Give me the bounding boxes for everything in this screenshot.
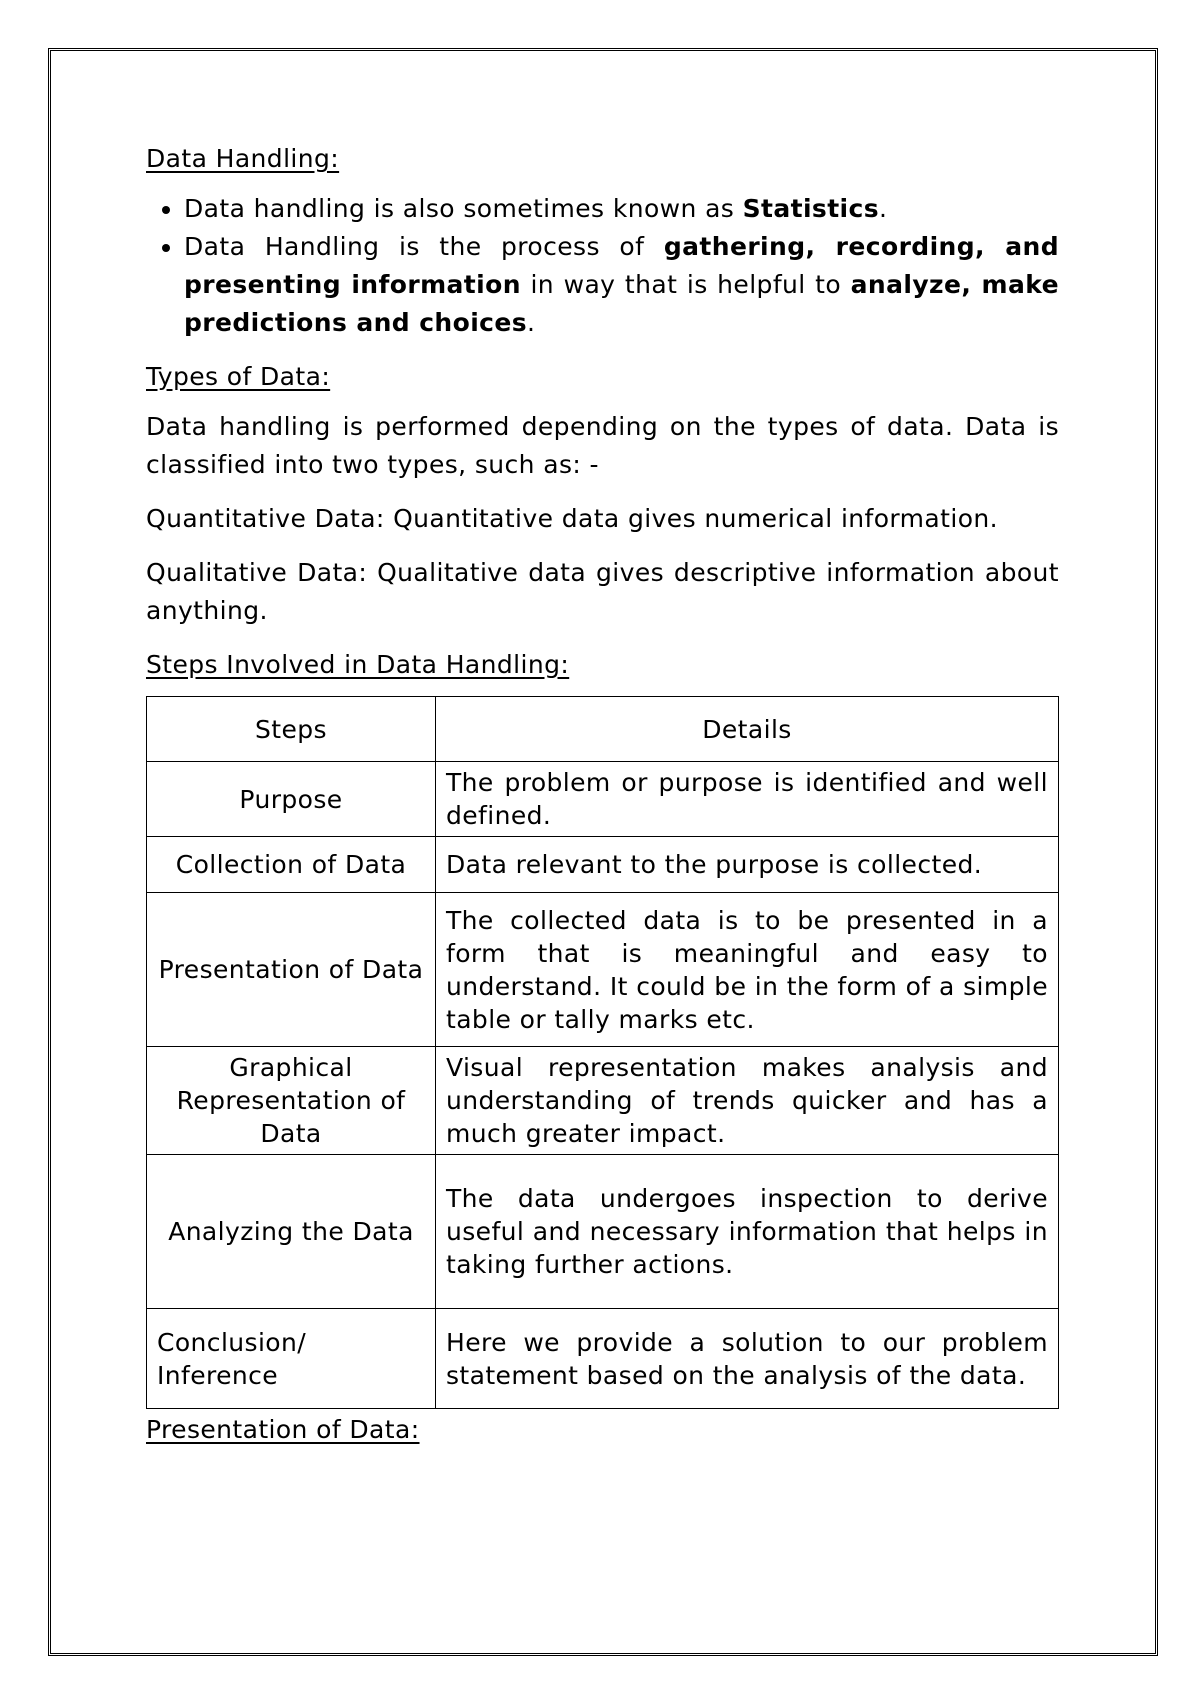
header-details: Details	[436, 697, 1059, 762]
bullet-2-end: .	[527, 308, 536, 337]
bullet-process	[184, 228, 1059, 342]
table-row	[147, 837, 1059, 893]
detail-cell: Visual representation makes analysis and understanding of trends quicker and has a much greater impact.	[436, 1047, 1059, 1155]
heading-steps: Steps Involved in Data Handling:	[146, 650, 570, 679]
table-row	[147, 1047, 1059, 1155]
step-cell: Graphical Representation of Data	[147, 1047, 436, 1155]
steps-table	[146, 696, 1059, 1409]
document-content	[146, 140, 1059, 1449]
header-steps: Steps	[147, 697, 436, 762]
heading-types-of-data: Types of Data:	[146, 362, 331, 391]
detail-cell: The data undergoes inspection to derive useful and necessary information that helps in taking further actions.	[436, 1155, 1059, 1309]
detail-cell: Here we provide a solution to our problem statement based on the analysis of the data.	[436, 1309, 1059, 1409]
detail-cell: Data relevant to the purpose is collected.	[436, 837, 1059, 893]
bullet-statistics	[184, 190, 1059, 228]
heading-presentation-of-data: Presentation of Data:	[146, 1415, 420, 1444]
step-cell: Purpose	[147, 762, 436, 837]
step-cell: Presentation of Data	[147, 893, 436, 1047]
table-row	[147, 1155, 1059, 1309]
bullet-2-bold-1: gathering, recording, and presenting information	[184, 232, 1059, 299]
detail-cell: The problem or purpose is identified and well defined.	[436, 762, 1059, 837]
table-header-row	[147, 697, 1059, 762]
bullet-2-text: Data Handling is the process of	[184, 232, 664, 261]
table-row	[147, 1309, 1059, 1409]
heading-data-handling: Data Handling:	[146, 144, 340, 173]
bullet-1-text: Data handling is also sometimes known as	[184, 194, 743, 223]
bullet-2-mid: in way that is helpful to	[520, 270, 851, 299]
detail-cell: The collected data is to be presented in a form that is meaningful and easy to understand. It could be in the form of a simple table or tally marks etc.	[436, 893, 1059, 1047]
types-intro-paragraph: Data handling is performed depending on the types of data. Data is classified into two types, such as: -	[146, 412, 1059, 479]
bullet-2-bold-2: analyze, make predictions and choices	[184, 270, 1059, 337]
quantitative-paragraph: Quantitative Data: Quantitative data gives numerical information.	[146, 504, 998, 533]
bullet-1-bold: Statistics	[742, 194, 880, 223]
step-cell: Conclusion/ Inference	[147, 1309, 436, 1409]
bullet-1-end: .	[879, 194, 888, 223]
table-row	[147, 893, 1059, 1047]
step-cell: Collection of Data	[147, 837, 436, 893]
table-row	[147, 762, 1059, 837]
step-cell: Analyzing the Data	[147, 1155, 436, 1309]
qualitative-paragraph: Qualitative Data: Qualitative data gives descriptive information about anything.	[146, 558, 1059, 625]
data-handling-bullets	[146, 190, 1059, 342]
